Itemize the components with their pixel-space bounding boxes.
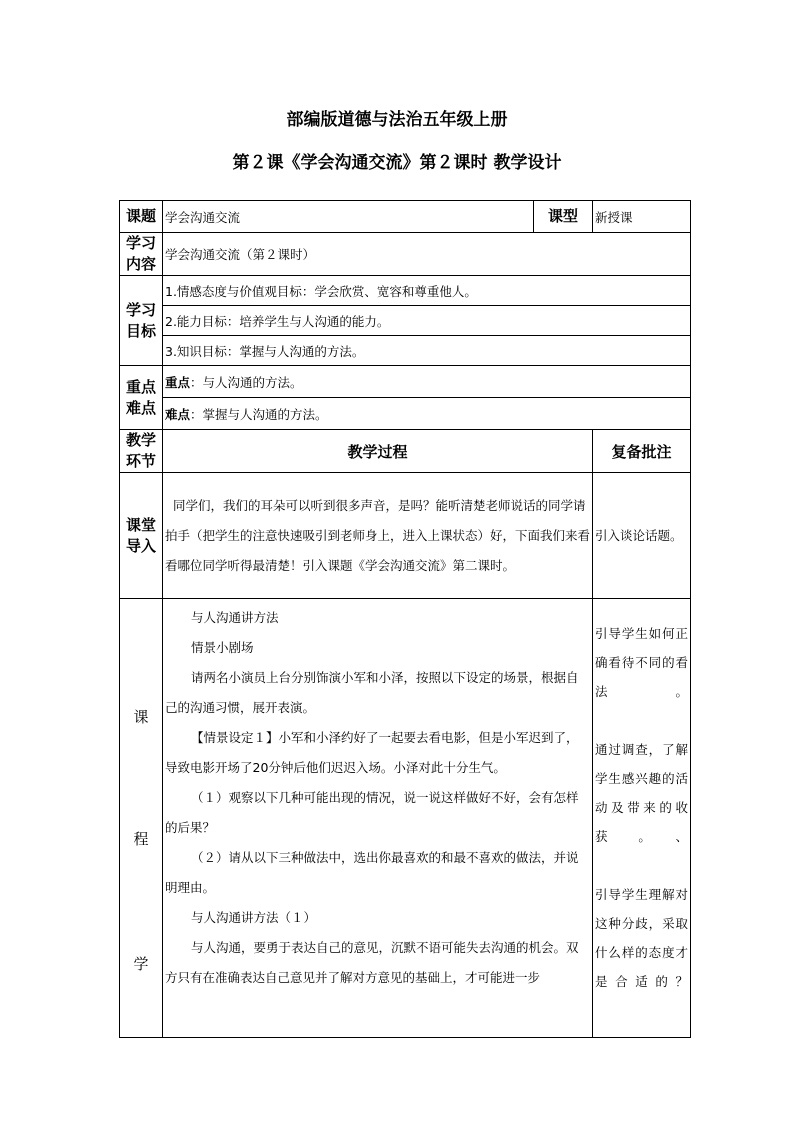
process-paragraph: 【情景设定１】小军和小泽约好了一起要去看电影，但是小军迟到了，导致电影开场了20分钟后他们迟迟入场。小泽对此十分生气。 <box>165 730 579 775</box>
lesson-plan-table <box>119 200 691 1038</box>
process-paragraph: 情景小剧场 <box>191 640 254 655</box>
process-note: 引导学生理解对这种分歧，采取什么样的态度才是合适的？ <box>595 887 688 989</box>
document-title: 部编版道德与法治五年级上册 <box>286 110 508 130</box>
intro-note: 引入谈论话题。 <box>593 473 691 599</box>
process-paragraph: 与人沟通，要勇于表达自己的意见，沉默不语可能失去沟通的机会。双方只有在准确表达自己意见并了解对方意见的基础上，才可能进一步 <box>165 940 579 985</box>
process-note: 通过调查，了解学生感兴趣的活动及带来的收获。、 <box>595 742 688 844</box>
lesson-type-value: 新授课 <box>593 201 691 233</box>
key-prefix: 重点 <box>165 374 191 390</box>
goal-item: 1.情感态度与价值观目标：学会欣赏、宽容和尊重他人。 <box>163 276 691 306</box>
process-note: 引导学生如何正确看待不同的看法。 <box>595 626 688 699</box>
process-content <box>163 599 593 1038</box>
process-paragraph: （１）观察以下几种可能出现的情况，说一说这样做好不好，会有怎样的后果？ <box>165 790 579 835</box>
content-label: 学习内容 <box>120 233 163 276</box>
process-label <box>120 599 163 1038</box>
table-row <box>120 398 691 430</box>
table-row <box>120 599 691 1038</box>
table-row <box>120 473 691 599</box>
process-paragraph: 请两名小演员上台分别饰演小军和小泽，按照以下设定的场景，根据自己的沟通习惯，展开表演。 <box>165 670 579 715</box>
process-label-char: 程 <box>133 830 149 848</box>
key-text: ：与人沟通的方法。 <box>190 374 303 390</box>
table-row <box>120 233 691 276</box>
goals-label: 学习目标 <box>120 276 163 366</box>
table-row <box>120 336 691 366</box>
process-paragraph: 与人沟通讲方法 <box>191 610 279 625</box>
key-point <box>163 366 691 398</box>
document-subtitle: 第２课《学会沟通交流》第２课时 教学设计 <box>232 153 562 173</box>
notes-header: 复备批注 <box>593 430 691 473</box>
process-header: 教学过程 <box>163 430 593 473</box>
table-row <box>120 306 691 336</box>
stage-label: 教学环节 <box>120 430 163 473</box>
difficulty-point <box>163 398 691 430</box>
process-label-char: 学 <box>133 955 149 973</box>
lesson-type-label: 课型 <box>534 201 593 233</box>
process-paragraph: 与人沟通讲方法（１） <box>191 910 317 925</box>
difficulty-text: ：掌握与人沟通的方法。 <box>190 406 328 422</box>
intro-label: 课堂导入 <box>120 473 163 599</box>
difficulty-prefix: 难点 <box>165 406 191 422</box>
process-label-char: 课 <box>133 708 149 726</box>
subject-label: 课题 <box>120 201 163 233</box>
intro-text: 同学们，我们的耳朵可以听到很多声音，是吗？能听清楚老师说话的同学请拍手（把学生的注意快速吸引到老师身上，进入上课状态）好，下面我们来看看哪位同学听得最清楚！引入课题《学会沟通交流》第二课时。 <box>163 473 593 599</box>
process-paragraph: （２）请从以下三种做法中，选出你最喜欢的和最不喜欢的做法，并说明理由。 <box>165 850 579 895</box>
table-row <box>120 276 691 306</box>
content-value: 学会沟通交流（第２课时） <box>163 233 691 276</box>
goal-item: 3.知识目标：掌握与人沟通的方法。 <box>163 336 691 366</box>
table-row <box>120 201 691 233</box>
process-notes <box>593 599 691 1038</box>
table-row <box>120 366 691 398</box>
table-row <box>120 430 691 473</box>
subject-value: 学会沟通交流 <box>163 201 534 233</box>
key-label: 重点难点 <box>120 366 163 430</box>
goal-item: 2.能力目标：培养学生与人沟通的能力。 <box>163 306 691 336</box>
